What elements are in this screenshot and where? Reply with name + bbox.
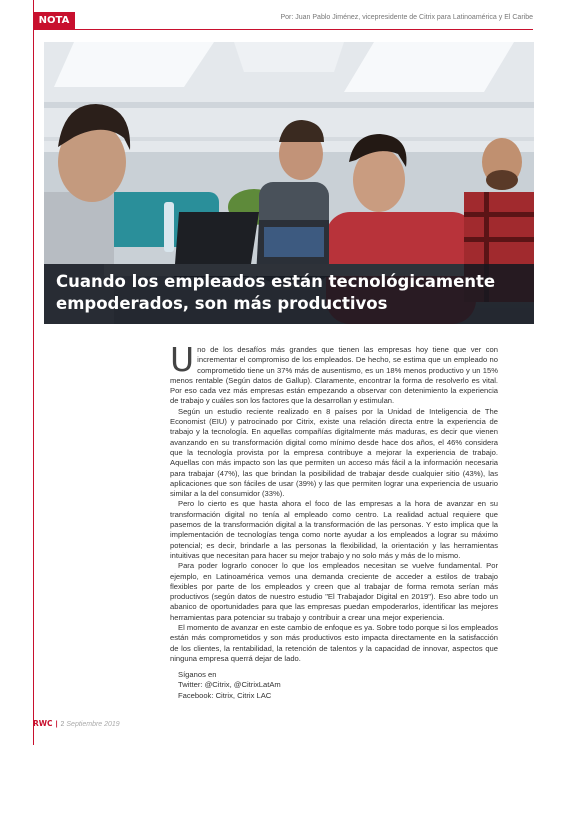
- header-divider: [33, 29, 533, 30]
- left-accent-line: [33, 0, 34, 745]
- social-links: [178, 670, 281, 701]
- article-body: [170, 340, 498, 664]
- section-tag: NOTA: [33, 12, 75, 29]
- social-intro: Síganos en: [178, 670, 217, 679]
- magazine-brand: RWC: [33, 719, 53, 728]
- article-paragraph: Para poder lograrlo conocer lo que los empleados necesitan se vuelve fundamental. Por ejemplo, en Latinoamérica vemos una demanda creciente de acceder a estilos de trabajo flexibles por parte de los empleados y creen que al trabajar de forma remota serían más productivos (según datos de nuestro estudio "El Trabajador Digital en 2019"). Eso abre todo un abanico de oportunidades para que las empresas puedan empoderarlos, identificar las mejores herramientas para potenciar su trabajo y contribuir a crear una mejor experiencia.: [170, 561, 498, 622]
- article-paragraph: Según un estudio reciente realizado en 8 países por la Unidad de Inteligencia de The Economist (EIU) y patrocinado por Citrix, existe una relación directa entre la experiencia de trabajo y la tecnología. En aquellas compañías digitalmente más maduras, es decir que vienen avanzando en su transformación digital como mínimo desde hace dos años, el 46% considera que la tecnología provista por la empresa contribuye a mejorar la experiencia de trabajo. Aquellas con más impacto son las que permiten un acceso más fácil a la información necesaria para trabajar (47%), las que brindan la posibilidad de trabajar desde cualquier sitio (43%), las aplicaciones que son fáciles de usar (39%) y las que permiten lograr una experiencia de usuario similar a la del consumidor (33%).: [170, 406, 498, 499]
- footer-separator: |: [55, 721, 58, 728]
- issue-date: Septiembre 2019: [66, 721, 120, 728]
- article-paragraph: Pero lo cierto es que hasta ahora el foco de las empresas a la hora de avanzar en su transformación digital no tenía al empleado como centro. La realidad actual requiere que pasemos de la transformación digital a la transformación de las personas. Y esto implica que la implementación de tecnologías tenga como norte ayudar a los empleados a lograr su máximo potencial; es decir, brindarle a las personas la flexibilidad, la orientación y las herramientas intuitivas que necesitan para hacer su mejor trabajo y no solo más y más de lo mismo.: [170, 499, 498, 560]
- article-paragraph: El momento de avanzar en este cambio de enfoque es ya. Sobre todo porque si los empleados están más comprometidos y son más productivos esto impacta directamente en la satisfacción de los clientes, la rentabilidad, la retención de talentos y la capacidad de innovar, aspectos que ninguna empresa querrá dejar de lado.: [170, 623, 498, 663]
- twitter-handles: Twitter: @Citrix, @CitrixLatAm: [178, 680, 281, 690]
- page-number: 2: [60, 721, 65, 728]
- facebook-handles: Facebook: Citrix, Citrix LAC: [178, 690, 272, 700]
- byline: Por: Juan Pablo Jiménez, vicepresidente de Citrix para Latinoamérica y El Caribe: [280, 14, 533, 21]
- page-footer: [33, 719, 120, 728]
- article-paragraph: Uno de los desafíos más grandes que tienen las empresas hoy tiene que ver con incrementar el compromiso de los empleados. De hecho, se estima que un empleado no comprometido tiene un 37% más de ausentismo, es un 18% menos productivo y un 15% menos rentable (Según datos de Gallup). Claramente, encontrar la forma de resolverlo es vital. Por eso cada vez más empresas están empezando a observar con detenimiento la experiencia de trabajo y cuáles son los factores que la desarrollan y estimulan.: [170, 340, 498, 406]
- drop-cap: U: [170, 340, 195, 379]
- article-title: Cuando los empleados están tecnológicamente empoderados, son más productivos: [56, 272, 496, 313]
